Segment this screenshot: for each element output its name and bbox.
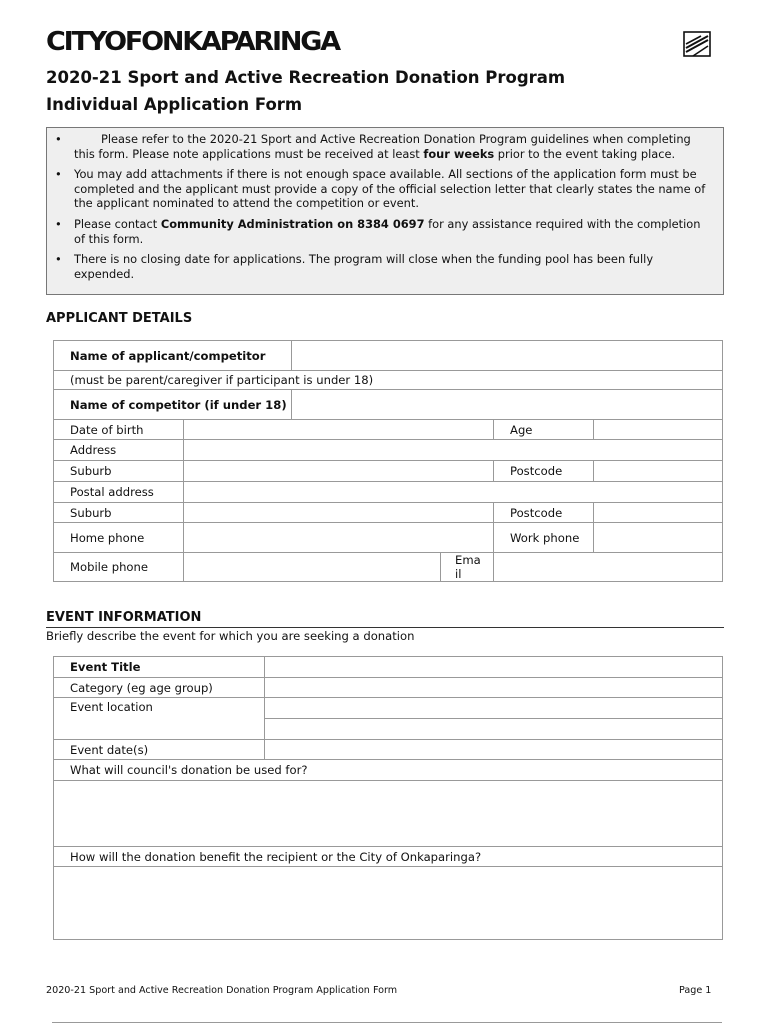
table-row	[54, 867, 723, 940]
donation-use-field[interactable]	[54, 781, 723, 847]
guideline-item	[55, 217, 711, 246]
name-applicant-field[interactable]	[292, 341, 723, 371]
footer-title: 2020-21 Sport and Active Recreation Donation Program Application Form	[46, 985, 398, 996]
name-competitor-field[interactable]	[292, 390, 723, 420]
guideline-text: You may add attachments if there is not enough space available. All sections of the application form must be completed and the applicant must provide a copy of the official selection letter that clearly states the name of the applicant nominated to attend the competition or event.	[74, 167, 706, 211]
table-row	[54, 371, 723, 390]
event-table	[53, 656, 723, 940]
guideline-text: for any assistance required with the completion of this form.	[74, 216, 701, 246]
postal-address-field[interactable]	[184, 482, 723, 503]
guideline-text: There is no closing date for applications. The program will close when the funding pool has been fully expended.	[74, 252, 654, 281]
guideline-item	[55, 252, 711, 281]
guideline-text: Please contact	[74, 216, 161, 231]
event-dates-field[interactable]	[265, 740, 723, 760]
event-location-label: Event location	[54, 698, 265, 740]
postcode-2-field[interactable]	[594, 503, 723, 523]
table-row	[54, 847, 723, 867]
guideline-text: Please refer to the 2020-21 Sport and Active Recreation Donation Program guidelines when completing this form. Please note applications must be received at least	[74, 132, 691, 161]
event-title-field[interactable]	[265, 657, 723, 678]
home-phone-label: Home phone	[54, 523, 184, 553]
parent-note: (must be parent/caregiver if participant is under 18)	[54, 371, 723, 390]
suburb-field[interactable]	[184, 461, 494, 482]
table-row	[54, 781, 723, 847]
table-row	[54, 420, 723, 440]
category-field[interactable]	[265, 678, 723, 698]
work-phone-label: Work phone	[494, 523, 594, 553]
guideline-item	[55, 167, 711, 211]
email-label-text: Ema il	[455, 553, 481, 581]
divider	[52, 1022, 722, 1023]
title-line-2: Individual Application Form	[46, 95, 303, 114]
guideline-text: prior to the event taking place.	[494, 146, 676, 161]
work-phone-field[interactable]	[594, 523, 723, 553]
age-label: Age	[494, 420, 594, 440]
address-field[interactable]	[184, 440, 723, 461]
age-field[interactable]	[594, 420, 723, 440]
category-label: Category (eg age group)	[54, 678, 265, 698]
city-logo: CITYOFONKAPARINGA	[46, 27, 339, 57]
bullet: •	[55, 252, 62, 267]
applicant-table	[53, 340, 723, 582]
email-field[interactable]	[494, 553, 723, 582]
home-phone-field[interactable]	[184, 523, 494, 553]
event-location-field-1[interactable]	[265, 698, 723, 719]
postcode-2-label: Postcode	[494, 503, 594, 523]
table-row	[54, 523, 723, 553]
table-row	[54, 341, 723, 371]
event-info-heading: EVENT INFORMATION	[46, 610, 202, 625]
mobile-phone-field[interactable]	[184, 553, 441, 582]
table-row	[54, 698, 723, 719]
title-line-1: 2020-21 Sport and Active Recreation Donation Program	[46, 68, 566, 87]
table-row	[54, 503, 723, 523]
guidelines-box	[46, 127, 724, 295]
event-location-field-2[interactable]	[265, 719, 723, 740]
table-row	[54, 440, 723, 461]
postal-address-label: Postal address	[54, 482, 184, 503]
guideline-item	[55, 132, 711, 161]
table-row	[54, 553, 723, 582]
bullet: •	[55, 132, 62, 146]
suburb-label: Suburb	[54, 461, 184, 482]
email-label	[441, 553, 494, 582]
table-row	[54, 760, 723, 781]
donation-benefit-question: How will the donation benefit the recipient or the City of Onkaparinga?	[54, 847, 723, 867]
name-competitor-label: Name of competitor (if under 18)	[54, 390, 292, 420]
applicant-details-heading: APPLICANT DETAILS	[46, 311, 193, 326]
guideline-bold: Community Administration on 8384 0697	[160, 216, 425, 231]
suburb-2-label: Suburb	[54, 503, 184, 523]
table-row	[54, 657, 723, 678]
table-row	[54, 461, 723, 482]
name-applicant-label: Name of applicant/competitor	[54, 341, 292, 371]
crest-icon	[683, 30, 711, 58]
page-number: Page 1	[679, 985, 712, 996]
postcode-field[interactable]	[594, 461, 723, 482]
donation-use-question: What will council's donation be used for?	[54, 760, 723, 781]
bullet: •	[55, 167, 62, 182]
donation-benefit-field[interactable]	[54, 867, 723, 940]
guideline-bold: four weeks	[423, 146, 495, 161]
table-row	[54, 678, 723, 698]
dob-label: Date of birth	[54, 420, 184, 440]
dob-field[interactable]	[184, 420, 494, 440]
postcode-label: Postcode	[494, 461, 594, 482]
address-label: Address	[54, 440, 184, 461]
mobile-phone-label: Mobile phone	[54, 553, 184, 582]
divider	[46, 627, 724, 628]
table-row	[54, 482, 723, 503]
suburb-2-field[interactable]	[184, 503, 494, 523]
page-title	[46, 64, 565, 118]
table-row	[54, 390, 723, 420]
event-title-label: Event Title	[54, 657, 265, 678]
event-dates-label: Event date(s)	[54, 740, 265, 760]
bullet: •	[55, 216, 62, 231]
event-info-subheading: Briefly describe the event for which you are seeking a donation	[46, 629, 415, 643]
table-row	[54, 740, 723, 760]
